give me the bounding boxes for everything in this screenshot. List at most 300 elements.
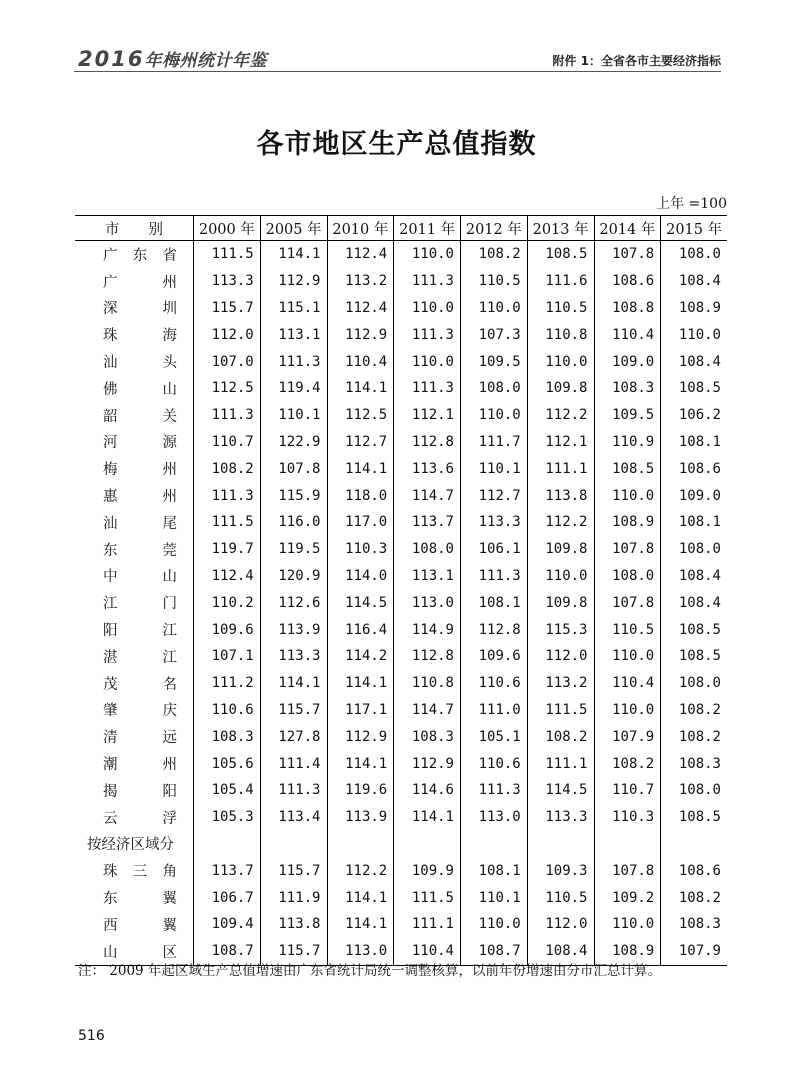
- table-cell: 106.7: [194, 884, 261, 911]
- table-cell: 113.9: [260, 616, 327, 643]
- table-cell: 108.9: [594, 509, 661, 536]
- table-cell: 108.4: [661, 589, 727, 616]
- row-label: [75, 482, 194, 509]
- table-cell: 112.2: [527, 402, 594, 429]
- table-cell: 109.4: [194, 911, 261, 938]
- table-cell: 109.2: [594, 884, 661, 911]
- table-cell: 105.3: [194, 804, 261, 831]
- table-row: [75, 482, 727, 509]
- row-label-text: 梅州: [103, 462, 177, 479]
- table-cell: 110.6: [461, 670, 528, 697]
- table-row: [75, 670, 727, 697]
- table-cell: 107.9: [594, 723, 661, 750]
- table-cell: 114.2: [327, 643, 394, 670]
- table-cell: 108.6: [661, 857, 727, 884]
- table-cell: 111.3: [260, 348, 327, 375]
- table-row: [75, 723, 727, 750]
- row-label: [75, 429, 194, 456]
- row-label-text: 河源: [103, 435, 177, 452]
- table-row: [75, 589, 727, 616]
- table-cell: 108.9: [661, 295, 727, 322]
- table-row: [75, 777, 727, 804]
- table-cell: 110.2: [194, 589, 261, 616]
- table-cell: 108.6: [594, 268, 661, 295]
- table-cell: 122.9: [260, 429, 327, 456]
- table-cell: 119.7: [194, 536, 261, 563]
- table-cell: 105.4: [194, 777, 261, 804]
- table-cell: 114.1: [260, 670, 327, 697]
- row-label-text: 汕尾: [103, 515, 177, 532]
- table-cell: 108.2: [661, 723, 727, 750]
- table-cell: 110.3: [327, 536, 394, 563]
- table-row: [75, 857, 727, 884]
- table-cell: 112.1: [527, 429, 594, 456]
- row-label-text: 深圳: [103, 301, 177, 318]
- table-cell: 108.3: [594, 375, 661, 402]
- table-cell: 110.0: [527, 348, 594, 375]
- table-cell: 110.8: [527, 321, 594, 348]
- table-cell: 120.9: [260, 563, 327, 590]
- table-cell: 109.9: [394, 857, 461, 884]
- table-cell: 108.1: [661, 429, 727, 456]
- table-cell: 111.3: [260, 777, 327, 804]
- table-cell: 113.2: [327, 268, 394, 295]
- row-label-text: 广东省: [103, 247, 177, 264]
- table-cell: 118.0: [327, 482, 394, 509]
- col-header-year: 2013 年: [527, 216, 594, 241]
- table-cell: 127.8: [260, 723, 327, 750]
- table-cell: 115.7: [194, 295, 261, 322]
- table-cell: 109.0: [594, 348, 661, 375]
- table-row: [75, 884, 727, 911]
- table-cell: 111.3: [461, 777, 528, 804]
- table-cell: 112.4: [194, 563, 261, 590]
- table-cell: 114.5: [527, 777, 594, 804]
- table-cell-empty: [194, 831, 261, 858]
- table-cell: 112.8: [394, 429, 461, 456]
- table-cell: 110.9: [594, 429, 661, 456]
- table-cell: 112.5: [327, 402, 394, 429]
- table-cell: 113.9: [327, 804, 394, 831]
- table-cell: 119.5: [260, 536, 327, 563]
- table-cell: 113.1: [394, 563, 461, 590]
- table-cell: 115.7: [260, 697, 327, 724]
- table-cell: 114.5: [327, 589, 394, 616]
- table-cell: 108.1: [461, 589, 528, 616]
- table-cell: 113.1: [260, 321, 327, 348]
- table-cell: 114.1: [327, 455, 394, 482]
- table-cell-empty: [594, 831, 661, 858]
- table-cell-empty: [394, 831, 461, 858]
- table-cell: 105.1: [461, 723, 528, 750]
- table-cell: 107.3: [461, 321, 528, 348]
- row-label-text: 阳江: [103, 623, 177, 640]
- table-cell: 119.4: [260, 375, 327, 402]
- table-cell: 108.7: [461, 938, 528, 965]
- table-cell: 110.0: [461, 295, 528, 322]
- col-header-year: 2005 年: [260, 216, 327, 241]
- table-cell: 107.8: [260, 455, 327, 482]
- table-cell: 108.3: [661, 911, 727, 938]
- table-cell: 114.1: [327, 375, 394, 402]
- row-label: [75, 509, 194, 536]
- running-header-book-title: [78, 46, 267, 71]
- table-row: [75, 804, 727, 831]
- table-cell: 109.0: [661, 482, 727, 509]
- table-cell: 107.8: [594, 536, 661, 563]
- row-label-text: 茂名: [103, 676, 177, 693]
- table-cell: 115.7: [260, 857, 327, 884]
- table-cell: 108.0: [661, 777, 727, 804]
- header-rule: [74, 71, 721, 72]
- table-cell: 110.0: [461, 911, 528, 938]
- table-cell: 114.1: [394, 804, 461, 831]
- table-cell: 112.1: [394, 402, 461, 429]
- row-label: [75, 321, 194, 348]
- table-cell: 113.0: [461, 804, 528, 831]
- row-label-text: 江门: [103, 596, 177, 613]
- table-cell: 108.2: [661, 884, 727, 911]
- table-row: [75, 563, 727, 590]
- col-header-city: 市 别: [75, 216, 194, 241]
- table-cell: 108.5: [661, 643, 727, 670]
- table-cell: 110.6: [194, 697, 261, 724]
- table-cell: 111.0: [461, 697, 528, 724]
- table-cell: 109.6: [194, 616, 261, 643]
- table-cell: 115.9: [260, 482, 327, 509]
- table-cell: 108.3: [194, 723, 261, 750]
- col-header-year: 2012 年: [461, 216, 528, 241]
- row-label-text: 肇庆: [103, 703, 177, 720]
- table-cell: 111.3: [194, 482, 261, 509]
- table-cell: 114.0: [327, 563, 394, 590]
- table-cell: 111.6: [527, 268, 594, 295]
- table-cell: 109.3: [527, 857, 594, 884]
- row-label: [75, 241, 194, 268]
- table-cell: 110.0: [594, 697, 661, 724]
- row-label: [75, 375, 194, 402]
- row-label-text: 西翼: [103, 917, 177, 934]
- table-cell: 111.3: [394, 321, 461, 348]
- table-row: [75, 348, 727, 375]
- table-cell: 112.9: [327, 321, 394, 348]
- table-cell: 110.6: [461, 750, 528, 777]
- table-cell: 108.3: [661, 750, 727, 777]
- row-label: [75, 777, 194, 804]
- gdp-index-table: [75, 215, 727, 966]
- table-cell: 110.0: [594, 643, 661, 670]
- table-cell: 111.1: [527, 750, 594, 777]
- unit-label: 上年 =100: [656, 196, 727, 212]
- table-cell: 110.7: [594, 777, 661, 804]
- table-cell: 109.8: [527, 375, 594, 402]
- table-row: [75, 241, 727, 268]
- table-cell: 109.8: [527, 589, 594, 616]
- book-title: 年梅州统计年鉴: [144, 51, 267, 71]
- region-heading: 按经济区域分: [87, 837, 174, 854]
- table-cell: 112.8: [461, 616, 528, 643]
- row-label-text: 珠三角: [103, 864, 177, 881]
- table-row: [75, 750, 727, 777]
- table-cell: 108.5: [661, 375, 727, 402]
- row-label: [75, 911, 194, 938]
- table-cell: 110.7: [194, 429, 261, 456]
- table-cell: 109.5: [594, 402, 661, 429]
- table-cell: 114.1: [260, 241, 327, 268]
- table-cell: 107.0: [194, 348, 261, 375]
- table-cell: 111.1: [394, 911, 461, 938]
- row-label: [75, 723, 194, 750]
- region-heading-row: [75, 831, 727, 858]
- table-cell: 114.1: [327, 670, 394, 697]
- table-row: [75, 455, 727, 482]
- table-cell: 114.1: [327, 884, 394, 911]
- table-cell: 114.7: [394, 482, 461, 509]
- row-label-text: 中山: [103, 569, 177, 586]
- table-cell: 108.5: [661, 804, 727, 831]
- table-cell: 108.4: [661, 348, 727, 375]
- table-cell: 108.0: [594, 563, 661, 590]
- table-cell: 111.5: [194, 509, 261, 536]
- table-cell: 110.8: [394, 670, 461, 697]
- table-cell: 111.5: [194, 241, 261, 268]
- table-cell: 108.0: [661, 670, 727, 697]
- table-cell: 107.8: [594, 241, 661, 268]
- table-cell: 111.3: [194, 402, 261, 429]
- table-cell: 110.5: [527, 884, 594, 911]
- table-cell: 108.8: [594, 295, 661, 322]
- row-label-text: 广州: [103, 274, 177, 291]
- row-label: [75, 616, 194, 643]
- table-cell: 110.5: [461, 268, 528, 295]
- table-cell: 105.6: [194, 750, 261, 777]
- table-row: [75, 429, 727, 456]
- table-cell: 107.1: [194, 643, 261, 670]
- table-cell: 113.3: [260, 643, 327, 670]
- table-cell: 110.0: [394, 295, 461, 322]
- table-cell: 116.0: [260, 509, 327, 536]
- table-cell-empty: [527, 831, 594, 858]
- table-cell: 106.1: [461, 536, 528, 563]
- row-label: [75, 402, 194, 429]
- row-label: [75, 697, 194, 724]
- table-cell: 110.4: [327, 348, 394, 375]
- table-cell: 113.8: [260, 911, 327, 938]
- row-label-text: 东翼: [103, 891, 177, 908]
- table-cell: 110.4: [594, 670, 661, 697]
- table-cell: 112.4: [327, 295, 394, 322]
- table-cell: 108.4: [661, 268, 727, 295]
- table-cell: 109.8: [527, 536, 594, 563]
- col-header-year: 2011 年: [394, 216, 461, 241]
- table-cell-empty: [461, 831, 528, 858]
- table-cell: 112.2: [527, 509, 594, 536]
- table-cell: 112.5: [194, 375, 261, 402]
- table-cell: 109.6: [461, 643, 528, 670]
- running-header-section: 附件 1：全省各市主要经济指标: [552, 54, 721, 68]
- table-cell: 113.8: [527, 482, 594, 509]
- row-label: [75, 295, 194, 322]
- col-header-year: 2010 年: [327, 216, 394, 241]
- table-cell: 110.4: [594, 321, 661, 348]
- table-cell: 111.3: [461, 563, 528, 590]
- row-label: [75, 643, 194, 670]
- table-cell: 113.0: [327, 938, 394, 965]
- table-cell-empty: [260, 831, 327, 858]
- page-number: 516: [78, 1028, 105, 1044]
- row-label-text: 湛江: [103, 649, 177, 666]
- table-cell: 111.5: [394, 884, 461, 911]
- table-cell-empty: [661, 831, 727, 858]
- table-row: [75, 321, 727, 348]
- table-cell: 111.1: [527, 455, 594, 482]
- table-cell: 113.3: [461, 509, 528, 536]
- table-cell: 112.8: [394, 643, 461, 670]
- footnote: 注： 2009 年起区域生产总值增速由广东省统计局统一调整核算，以前年份增速由分市汇总计算。: [78, 963, 661, 979]
- table-cell: 115.1: [260, 295, 327, 322]
- table-row: [75, 375, 727, 402]
- table-header-row: [75, 216, 727, 241]
- row-label: [75, 857, 194, 884]
- table-cell: 112.7: [327, 429, 394, 456]
- table-cell: 113.3: [194, 268, 261, 295]
- table-cell: 110.4: [394, 938, 461, 965]
- row-label-text: 韶关: [103, 408, 177, 425]
- row-label: [75, 455, 194, 482]
- table-cell: 117.1: [327, 697, 394, 724]
- table-cell: 108.6: [661, 455, 727, 482]
- table-cell: 111.3: [394, 268, 461, 295]
- col-header-year: 2014 年: [594, 216, 661, 241]
- row-label-text: 云浮: [103, 810, 177, 827]
- table-cell: 113.7: [394, 509, 461, 536]
- table-cell: 108.4: [527, 938, 594, 965]
- table-cell: 111.9: [260, 884, 327, 911]
- table-cell: 113.3: [527, 804, 594, 831]
- table-cell: 114.9: [394, 616, 461, 643]
- table-cell: 112.0: [527, 643, 594, 670]
- table-cell: 114.1: [327, 911, 394, 938]
- row-label-text: 山区: [103, 944, 177, 961]
- table-cell: 108.1: [461, 857, 528, 884]
- table-cell: 108.5: [661, 616, 727, 643]
- table-row: [75, 643, 727, 670]
- table-cell: 110.1: [260, 402, 327, 429]
- table-cell: 115.7: [260, 938, 327, 965]
- table-cell: 110.0: [661, 321, 727, 348]
- row-label: [75, 268, 194, 295]
- row-label-text: 佛山: [103, 381, 177, 398]
- table-cell: 114.7: [394, 697, 461, 724]
- row-label: [75, 670, 194, 697]
- table-cell: 110.5: [527, 295, 594, 322]
- table-cell: 112.9: [327, 723, 394, 750]
- table-cell: 112.9: [260, 268, 327, 295]
- table-cell: 112.7: [461, 482, 528, 509]
- table-cell: 112.4: [327, 241, 394, 268]
- table-cell: 110.0: [394, 241, 461, 268]
- table-cell: 106.2: [661, 402, 727, 429]
- table-cell: 110.5: [594, 616, 661, 643]
- table-row: [75, 268, 727, 295]
- row-label-text: 惠州: [103, 489, 177, 506]
- row-label-text: 潮州: [103, 757, 177, 774]
- table-cell: 108.7: [194, 938, 261, 965]
- table-cell: 113.2: [527, 670, 594, 697]
- table-cell: 108.0: [394, 536, 461, 563]
- table-cell: 114.1: [327, 750, 394, 777]
- table-cell: 112.6: [260, 589, 327, 616]
- row-label: [75, 884, 194, 911]
- table-cell: 112.0: [527, 911, 594, 938]
- table-cell: 117.0: [327, 509, 394, 536]
- table-cell: 108.2: [661, 697, 727, 724]
- table-cell: 108.2: [194, 455, 261, 482]
- table-cell: 110.0: [527, 563, 594, 590]
- row-label: [75, 750, 194, 777]
- table-cell: 108.2: [527, 723, 594, 750]
- row-label: [75, 804, 194, 831]
- table-cell-empty: [327, 831, 394, 858]
- table-cell: 112.0: [194, 321, 261, 348]
- table-row: [75, 536, 727, 563]
- table-cell: 110.0: [594, 482, 661, 509]
- table-cell: 115.3: [527, 616, 594, 643]
- table-cell: 108.3: [394, 723, 461, 750]
- table-cell: 112.2: [327, 857, 394, 884]
- table-cell: 108.5: [527, 241, 594, 268]
- table-row: [75, 509, 727, 536]
- row-label-text: 东莞: [103, 542, 177, 559]
- table-cell: 113.7: [194, 857, 261, 884]
- book-year: 2016: [78, 47, 145, 71]
- row-label-text: 揭阳: [103, 783, 177, 800]
- table-cell: 108.1: [661, 509, 727, 536]
- table-cell: 108.2: [594, 750, 661, 777]
- table-row: [75, 911, 727, 938]
- table-cell: 107.9: [661, 938, 727, 965]
- table-cell: 114.6: [394, 777, 461, 804]
- table-cell: 108.0: [661, 536, 727, 563]
- row-label-text: 清远: [103, 730, 177, 747]
- table-cell: 111.5: [527, 697, 594, 724]
- table-cell: 111.3: [394, 375, 461, 402]
- table-cell: 108.9: [594, 938, 661, 965]
- row-label: [75, 563, 194, 590]
- table-row: [75, 402, 727, 429]
- row-label: [75, 536, 194, 563]
- table-cell: 111.4: [260, 750, 327, 777]
- table-cell: 108.5: [594, 455, 661, 482]
- table-cell: 116.4: [327, 616, 394, 643]
- table-cell: 108.4: [661, 563, 727, 590]
- row-label: [75, 348, 194, 375]
- table-cell: 111.2: [194, 670, 261, 697]
- row-label: [75, 589, 194, 616]
- table-cell: 113.4: [260, 804, 327, 831]
- table-cell: 110.0: [594, 911, 661, 938]
- table-cell: 108.0: [461, 375, 528, 402]
- table-cell: 107.8: [594, 857, 661, 884]
- table-row: [75, 295, 727, 322]
- table-row: [75, 616, 727, 643]
- row-label-text: 汕头: [103, 355, 177, 372]
- page-title: 各市地区生产总值指数: [256, 129, 537, 160]
- row-label-text: 珠海: [103, 328, 177, 345]
- table-cell: 110.0: [461, 402, 528, 429]
- table-cell: 110.1: [461, 455, 528, 482]
- table-cell: 113.6: [394, 455, 461, 482]
